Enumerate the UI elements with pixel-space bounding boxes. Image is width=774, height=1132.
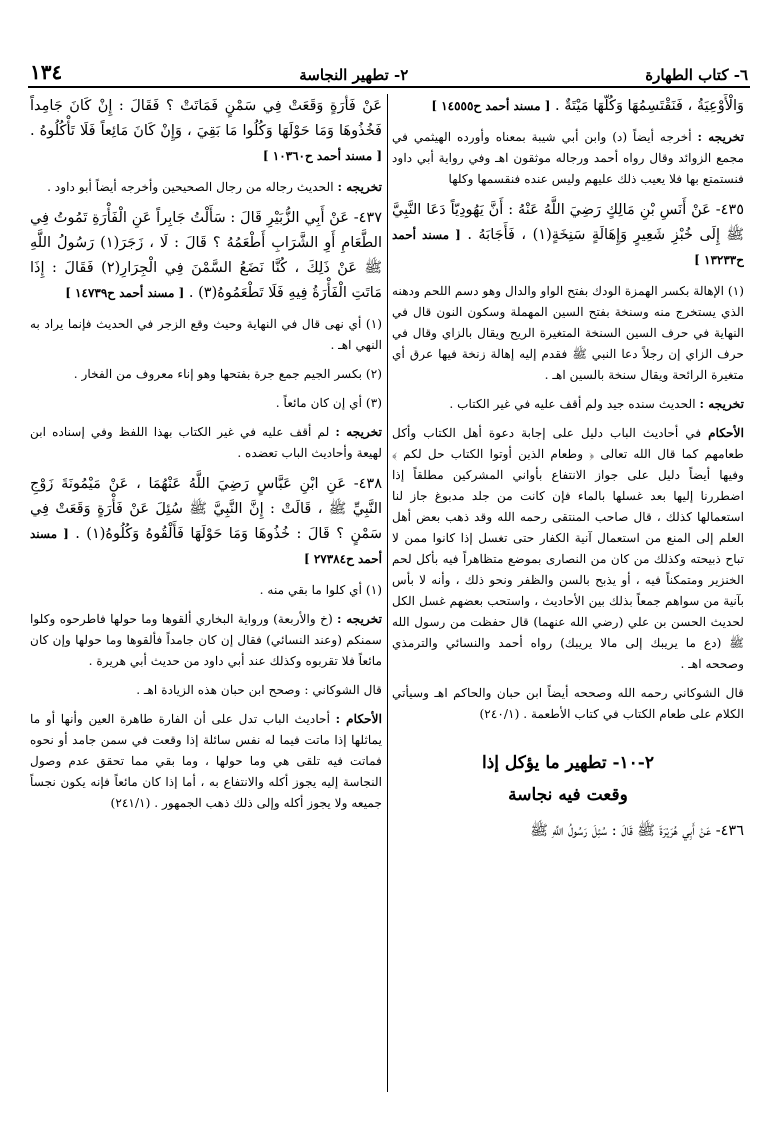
footnote: (٢) بكسر الجيم جمع جرة بفتحها وهو إناء معروف من الفخار . [73,367,382,381]
header-rule [28,86,750,88]
chapter-title: ٦- كتاب الطهارة [645,66,748,84]
ahkam-text: أحاديث الباب تدل على أن الفارة طاهرة العين وأنها أو ما يماثلها إذا ماتت فيما له نفس سائلة إذا وقعت في سمن جامد أو نحوه فماتت فيه تلقى هي وما حولها ، وما بقي مما تحقق عدم وصول النجاسة إليه يجوز أكله والانتفاع به ، أما إذا كان مائعاً فإنه يكون نجساً جميعه ولا يجوز أكله وإلى ذلك ذهب الجمهور . (٢٤١/١) [30,712,382,810]
chapter-heading-line-2: وقعت فيه نجاسة [508,785,628,805]
page-header [30,58,748,84]
hadith-text: ٤٣٧- عَنْ أَبِي الزُّبَيْرِ قَالَ : سَأَلْتُ جَابِراً عَنِ الْفَأْرَةِ تَمُوتُ فِي الطَّعَامِ أَوِ الشَّرَابِ أَطْعَمُهُ ؟ قَالَ : لَا ، زَجَرَ(١) رَسُولُ اللَّهِ ﷺ عَنْ ذَلِكَ ، كُنَّا نَضَعُ السَّمْنَ فِي الْجِرَارِ(٢) فَقَالَ : إِذَا مَاتَتِ الْفَأْرَةُ فِيهِ فَلَا تَطْعَمُوهُ(٣) . [30,210,382,301]
chapter-heading [392,747,744,811]
shawkani-note: قال الشوكاني : وصحح ابن حبان هذه الزيادة اهـ . [136,683,382,697]
hadith-text: وَالْأَوْعِيَةُ ، فَنَقْتَسِمُهَا وَكُلُّهَا مَيْتَةٌ . [555,98,744,114]
takhrij-text: الحديث رجاله من رجال الصحيحين وأخرجه أيضاً أبو داود . [47,180,334,194]
takhrij-label: تخريجه : [337,180,382,194]
hadith-text: عَنْ فَأْرَةٍ وَقَعَتْ فِي سَمْنٍ فَمَاتَتْ ؟ فَقَالَ : إِنْ كَانَ جَامِداً فَخُذُوهَا وَمَا حَوْلَهَا وَكُلُوا مَا بَقِيَ ، وَإِنْ كَانَ مَائِعاً فَلَا تَأْكُلُوهُ . [30,98,382,139]
column-divider [387,94,388,1092]
hadith-438 [30,472,382,572]
ahkam-paragraph [30,709,382,814]
takhrij-paragraph [30,177,382,198]
left-column [30,94,382,1092]
takhrij-paragraph [392,127,744,190]
hadith-reference: [ مسند أحمد ح٢٧٣٨٤ ] [30,527,382,566]
chapter-heading-line-1: ٢-١٠- تطهير ما يؤكل إذا [481,753,654,773]
hadith-reference: [ مسند أحمد ح١٤٥٥٥ ] [431,99,551,113]
ahkam-label: الأحكام [708,426,744,440]
hadith-436: ٤٣٦- عَنْ أَبِي هُرَيْرَةَ ﷺ قَالَ : سُئِلَ رَسُولُ اللَّهِ ﷺ [530,823,744,839]
ahkam-paragraph [392,423,744,675]
takhrij-label: تخريجه : [699,397,744,411]
footnote: (٣) أي إن كان مائعاً . [275,396,382,410]
footnote: (١) أي نهى قال في النهاية وحيث وقع الزجر في الحديث فإنما يراد به النهي اهـ . [30,317,382,352]
takhrij-label: تخريجه : [697,130,744,144]
footnote: (١) أي كلوا ما بقي منه . [259,583,382,597]
shawkani-note: قال الشوكاني رحمه الله وصححه أيضاً ابن حبان والحاكم اهـ وسيأتي الكلام على طعام الكتاب في كتاب الأطعمة . (٢٤٠/١) [392,686,744,721]
hadith-436-continuation [30,94,382,169]
takhrij-label: تخريجه : [335,425,382,439]
takhrij-text: (خ والأربعة) ورواية البخاري ألقوها وما حولها فاطرحوه وكلوا سمنكم (وعند النسائي) فقال إن كان جامداً فألقوها وما حولها وإن كان مائعاً فلا تقربوه وكذلك عند أبي داود من حديث أبي هريرة . [30,612,382,668]
takhrij-paragraph [392,394,744,415]
hadith-text: ٤٣٥- عَنْ أَنَسِ بْنِ مَالِكٍ رَضِيَ اللَّهُ عَنْهُ : أَنَّ يَهُودِيّاً دَعَا النَّبِيَّ ﷺ إِلَى خُبْزِ شَعِيرٍ وَإِهَالَةٍ سَنِخَةٍ(١) ، فَأَجَابَهُ . [392,202,744,243]
hadith-437 [30,206,382,306]
hadith-continuation [392,94,744,119]
hadith-reference: [ مسند أحمد ح١٣٢٣٣ ] [392,228,744,267]
takhrij-text: الحديث سنده جيد ولم أقف عليه في غير الكتاب . [449,397,696,411]
takhrij-label: تخريجه : [337,612,382,626]
takhrij-text: لم أقف عليه في غير الكتاب بهذا اللفظ وفي إسناده ابن لهيعة وأحاديث الباب تعضده . [30,425,382,460]
hadith-435 [392,198,744,273]
hadith-text: ٤٣٨- عَنِ ابْنِ عَبَّاسٍ رَضِيَ اللَّهُ عَنْهُمَا ، عَنْ مَيْمُونَةَ زَوْجِ النَّبِيِّ ﷺ ، قَالَتْ : إِنَّ النَّبِيَّ ﷺ سُئِلَ عَنْ فَأْرَةٍ وَقَعَتْ فِي سَمْنٍ ؟ قَالَ : خُذُوهَا وَمَا حَوْلَهَا فَأَلْقُوهُ وَكُلُوهُ(١) . [30,476,382,542]
footnote: (١) الإهالة بكسر الهمزة الودك بفتح الواو والدال وهو دسم اللحم ودهنه الذي يستخرج منه وسنخة بفتح السين المهملة وسكون النون قال في النهاية في حرف السين السنخة المتغيرة الريح ويقال بالزاي وقال في حرف الزاي إن رجلاً دعا النبي ﷺ فقدم إليه إهالة زنخة فيها عرق أي متغيرة الرائحة ويقال سنخة بالسين اهـ . [392,284,744,382]
ahkam-text: في أحاديث الباب دليل على إجابة دعوة أهل الكتاب وأكل طعامهم كما قال الله تعالى ﴿ وطعام الذين أوتوا الكتاب حل لكم ﴾ وفيها أيضاً دليل على جواز الانتفاع بأواني المشركين مطلقاً إذا اضطررنا إليها بعد غسلها بالماء فإن كانت من جلد مدبوغ جاز لنا استعمالها كذلك ، قال صاحب المنتقى رحمه الله وقد ذهب بعض أهل العلم إلى المنع من استعمال آنية الكفار حتى تغسل إذا كانوا ممن لا تباح ذبيحته وكذلك من كان من النصارى بموضع متظاهراً فيه بأكل لحم الخنزير ومتمكناً فيه ، أو يذبح بالسن والظفر ونحو ذلك ، وأنه لا بأس بآنية من سواهم جمعاً بذلك بين الأحاديث ، واستحب بعضهم غسل الكل لحديث الحسن بن علي (رضي الله عنهما) قال حفظت من رسول الله ﷺ (دع ما يريبك إلى مالا يريبك) رواه أحمد والنسائي والترمذي وصححه اهـ . [392,426,744,671]
takhrij-paragraph [30,422,382,464]
ahkam-label: الأحكام : [335,712,382,726]
right-column [392,94,744,1092]
hadith-reference: [ مسند أحمد ح١٠٣٦٠ ] [262,149,382,163]
page-number: ١٣٤ [30,60,63,84]
hadith-reference: [ مسند أحمد ح١٤٧٣٩ ] [65,286,185,300]
section-title: ٢- تطهير النجاسة [299,66,409,84]
takhrij-text: أخرجه أيضاً (د) وابن أبي شيبة بمعناه وأورده الهيثمي في مجمع الزوائد وقال رواه أحمد ورجاله موثقون اهـ وفي رواية أبي داود فنستمتع بها فلا يعيب ذلك عليهم وليس عنده فنقسمها وكلها [392,130,744,186]
takhrij-paragraph [30,609,382,672]
